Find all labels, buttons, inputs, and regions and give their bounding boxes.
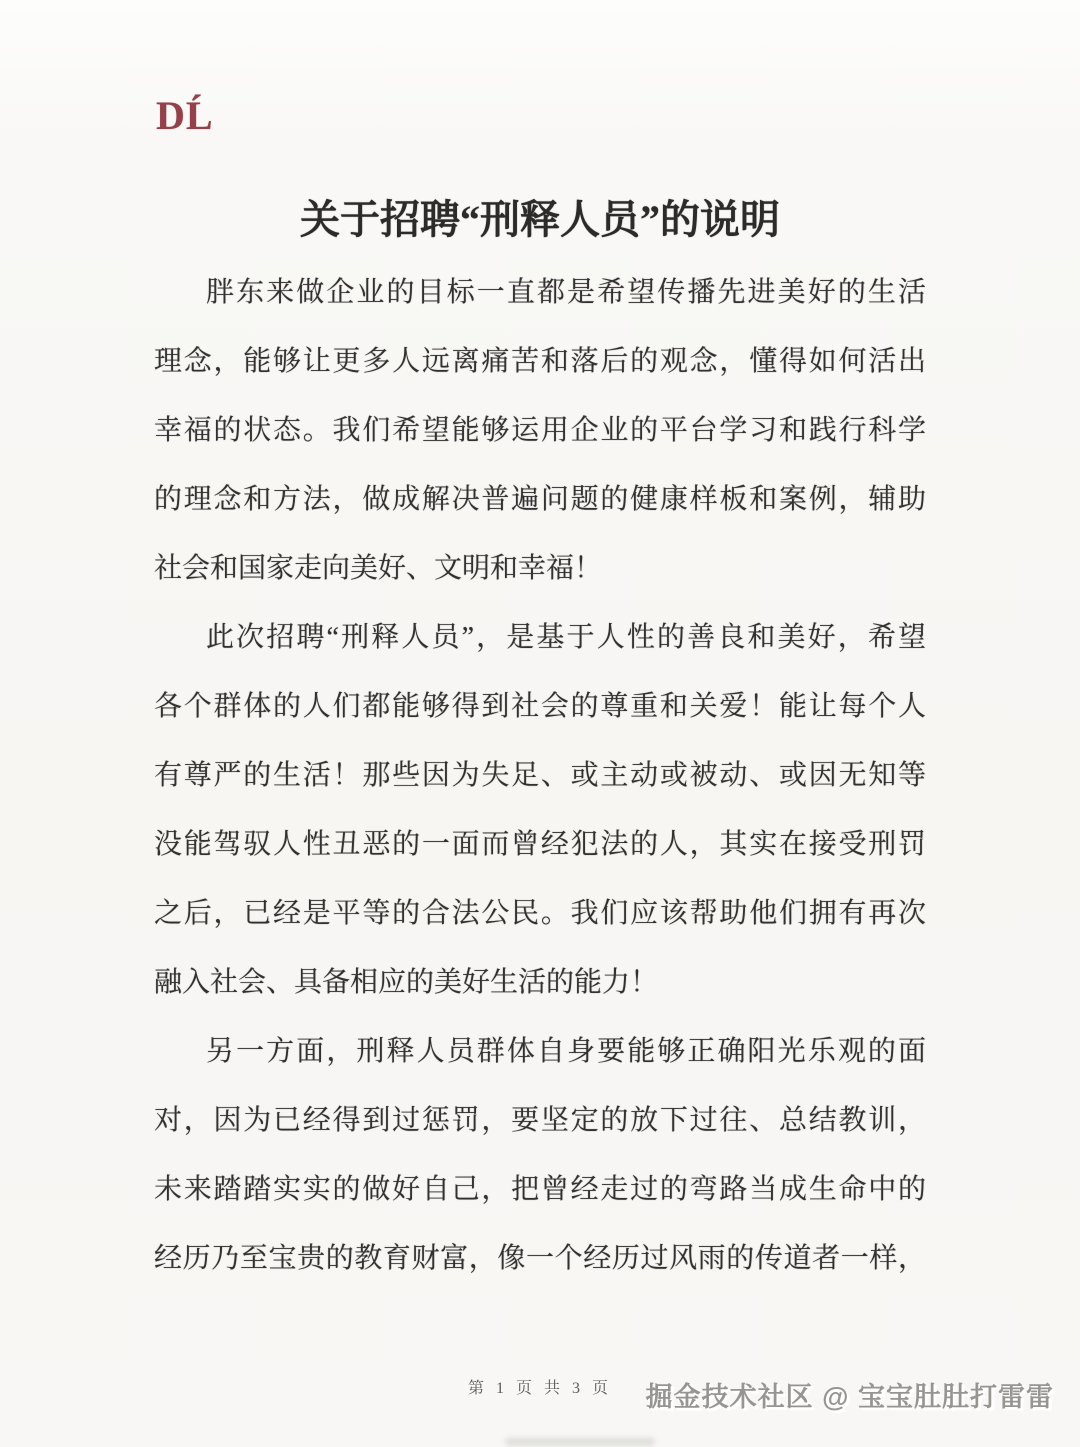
document-title: 关于招聘“刑释人员”的说明 xyxy=(300,196,780,242)
body-line: 对，因为已经得到过惩罚，要坚定的放下过往、总结教训， xyxy=(154,1105,926,1136)
body-line: 幸福的状态。我们希望能够运用企业的平台学习和践行科学 xyxy=(154,415,926,446)
body-line: 未来踏踏实实的做好自己，把曾经走过的弯路当成生命中的 xyxy=(154,1174,926,1205)
body-line: 理念，能够让更多人远离痛苦和落后的观念，懂得如何活出 xyxy=(154,346,926,377)
body-line: 各个群体的人们都能够得到社会的尊重和关爱！能让每个人 xyxy=(154,691,926,722)
body-line: 的理念和方法，做成解决普遍问题的健康样板和案例，辅助 xyxy=(154,484,926,515)
body-line: 此次招聘“刑释人员”，是基于人性的善良和美好，希望 xyxy=(206,622,926,653)
page-number: 第 1 页 共 3 页 xyxy=(467,1380,612,1397)
body-line: 另一方面，刑释人员群体自身要能够正确阳光乐观的面 xyxy=(206,1036,926,1067)
document-body xyxy=(154,258,926,1293)
body-line: 没能驾驭人性丑恶的一面而曾经犯法的人，其实在接受刑罚 xyxy=(154,829,926,860)
body-line: 有尊严的生活！那些因为失足、或主动或被动、或因无知等 xyxy=(154,760,926,791)
scan-artifact xyxy=(505,1438,655,1446)
body-line: 融入社会、具备相应的美好生活的能力！ xyxy=(154,967,659,998)
body-line: 经历乃至宝贵的教育财富，像一个经历过风雨的传道者一样， xyxy=(154,1243,926,1274)
body-line: 之后，已经是平等的合法公民。我们应该帮助他们拥有再次 xyxy=(154,898,926,929)
watermark: 掘金技术社区 @ 宝宝肚肚打雷雷 xyxy=(645,1382,1054,1412)
body-line: 社会和国家走向美好、文明和幸福！ xyxy=(154,553,603,584)
brand-logo: DĹ xyxy=(156,93,214,138)
body-line: 胖东来做企业的目标一直都是希望传播先进美好的生活 xyxy=(206,277,926,308)
